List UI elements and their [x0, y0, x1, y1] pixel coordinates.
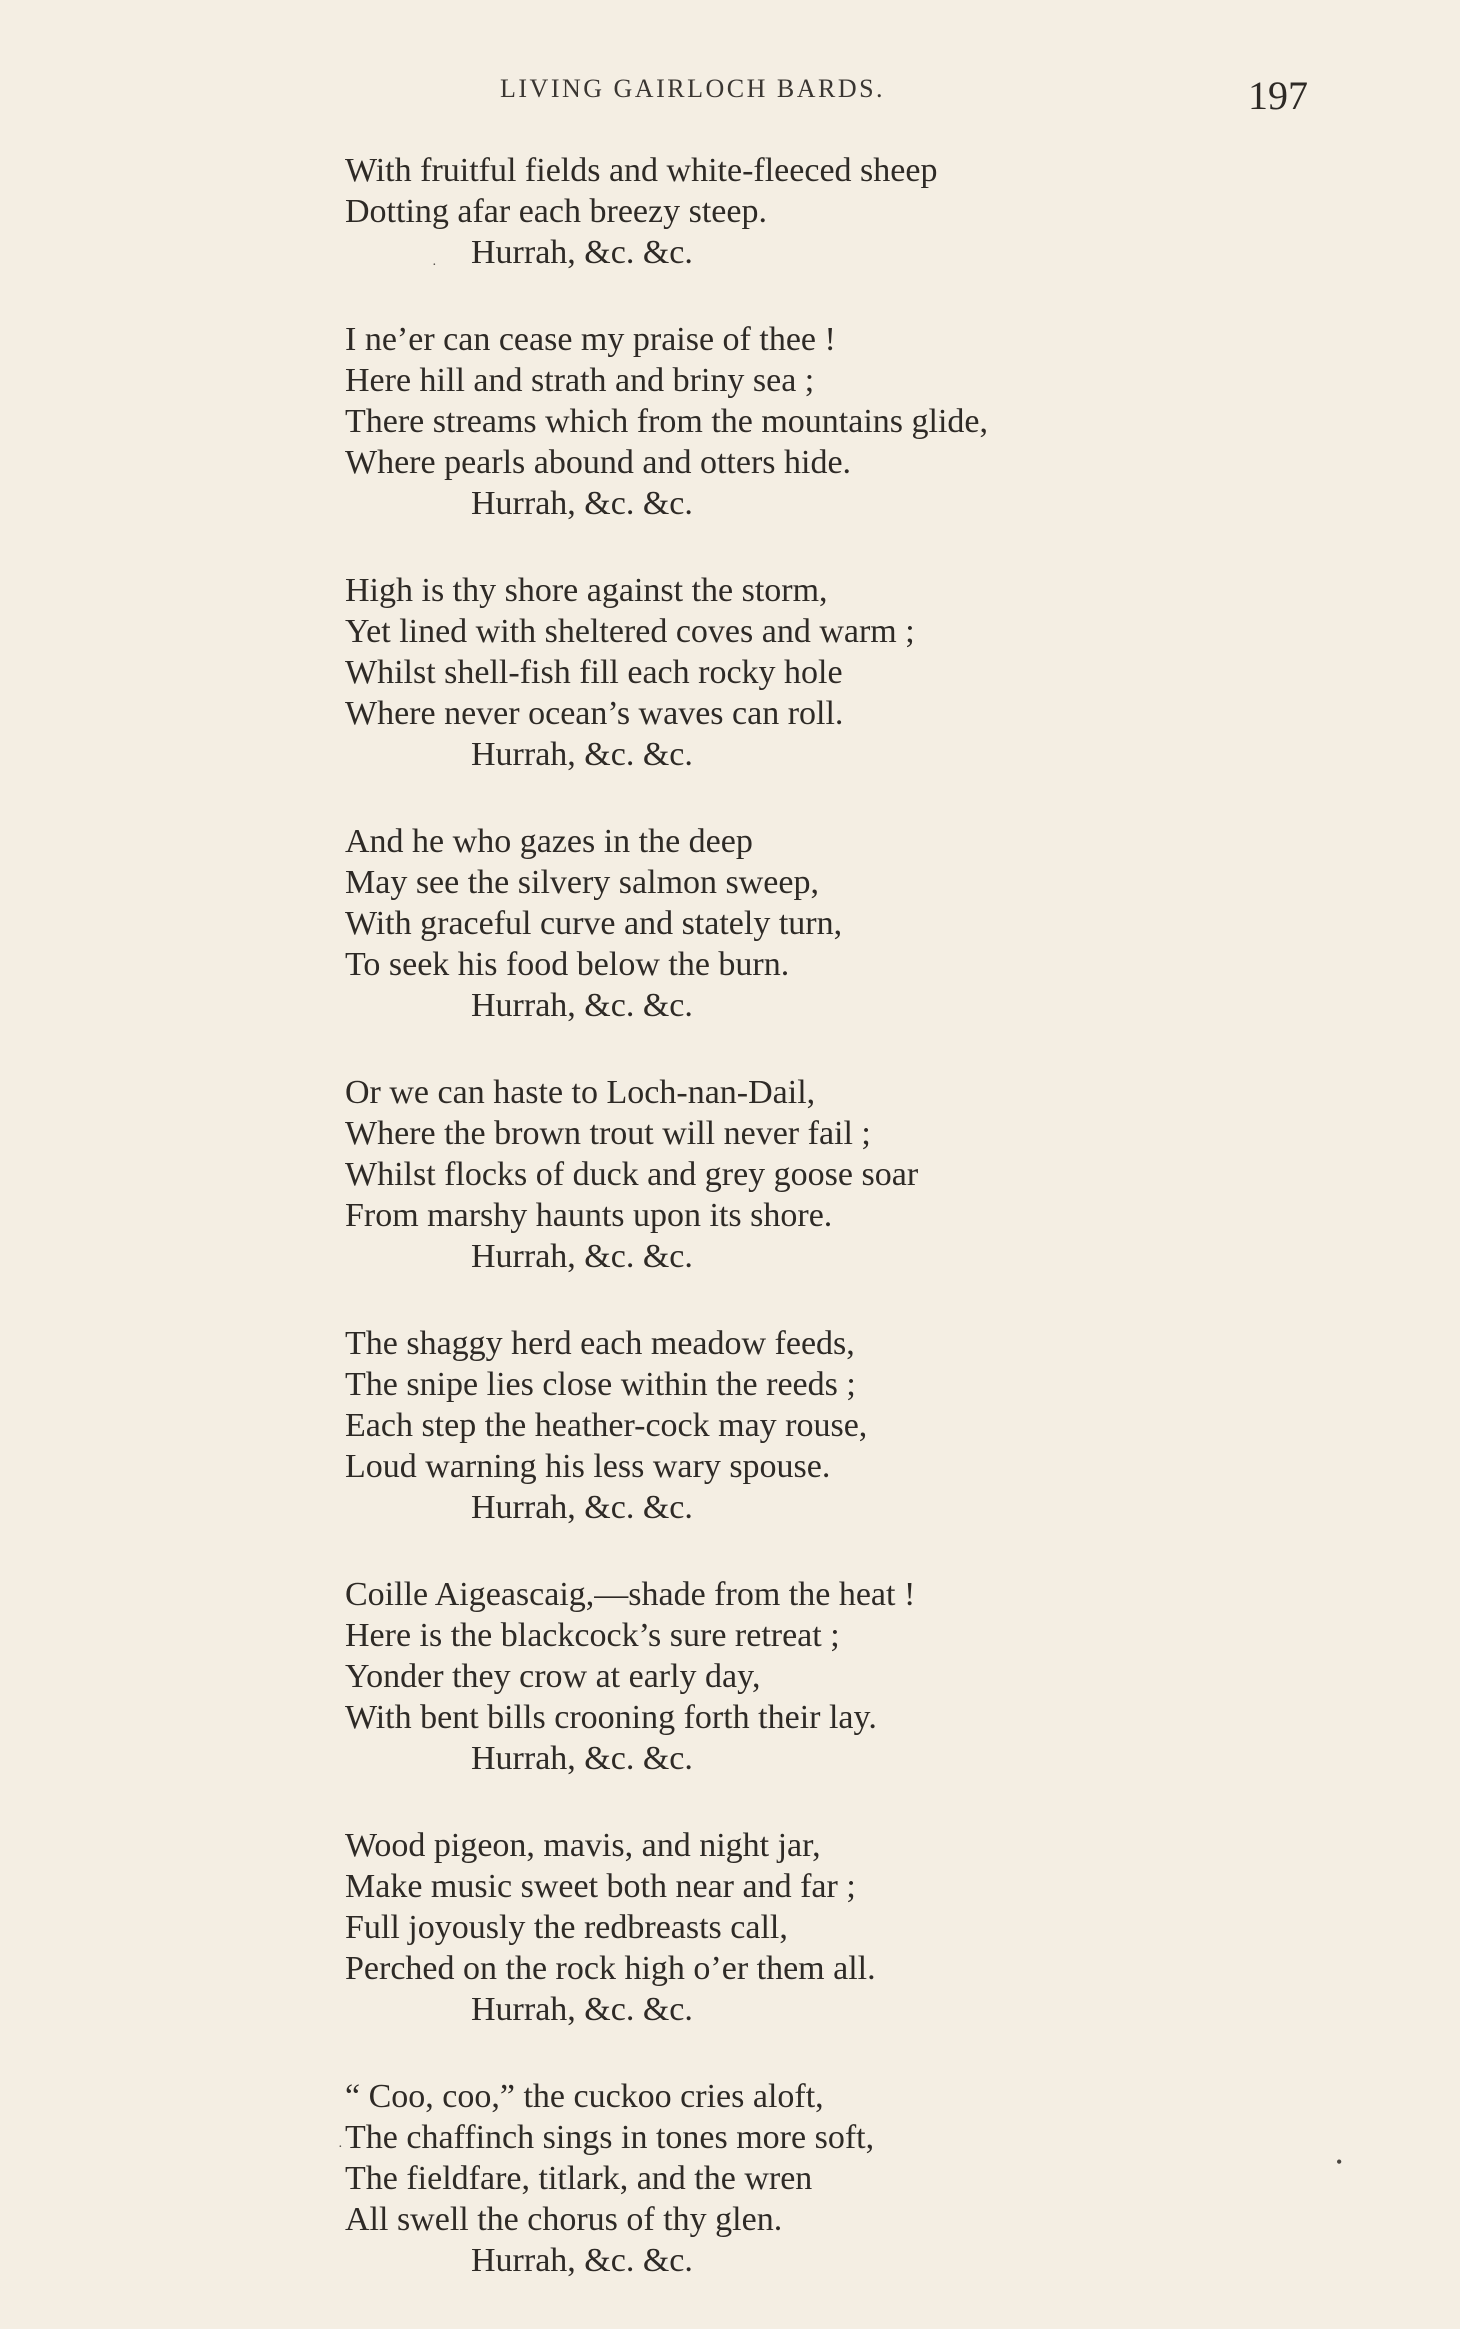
refrain-line: Hurrah, &c. &c. — [471, 1740, 693, 1777]
stanza — [345, 1072, 1345, 1277]
verse-line: Here is the blackcock’s sure retreat ; — [345, 1617, 840, 1654]
verse-line: Here hill and strath and briny sea ; — [345, 362, 815, 399]
verse-line: Whilst flocks of duck and grey goose soar — [345, 1156, 919, 1193]
verse-line: With graceful curve and stately turn, — [345, 905, 843, 942]
stanza — [345, 570, 1345, 775]
verse-line: Or we can haste to Loch-nan-Dail, — [345, 1074, 816, 1111]
verse-line: With bent bills crooning forth their lay. — [345, 1699, 877, 1736]
refrain-line: Hurrah, &c. &c. — [471, 987, 693, 1024]
stanza — [345, 821, 1345, 1026]
stanza — [345, 319, 1345, 524]
verse-line: Full joyously the redbreasts call, — [345, 1909, 788, 1946]
verse-line: There streams which from the mountains glide, — [345, 403, 988, 440]
verse-line: The snipe lies close within the reeds ; — [345, 1366, 856, 1403]
verse-line: All swell the chorus of thy glen. — [345, 2201, 783, 2238]
refrain-line: Hurrah, &c. &c. — [471, 1489, 693, 1526]
verse-line: Whilst shell-fish fill each rocky hole — [345, 654, 843, 691]
print-speck: · — [432, 258, 437, 273]
verse-line: The fieldfare, titlark, and the wren — [345, 2160, 813, 2197]
refrain-line: Hurrah, &c. &c. — [471, 1991, 693, 2028]
verse-line: Yonder they crow at early day, — [345, 1658, 761, 1695]
refrain-line: Hurrah, &c. &c. — [471, 1238, 693, 1275]
stanza — [345, 1574, 1345, 1779]
verse-line: Where never ocean’s waves can roll. — [345, 695, 844, 732]
print-speck: • — [1336, 2152, 1343, 2172]
page-number: 197 — [1248, 73, 1308, 118]
verse-line: To seek his food below the burn. — [345, 946, 790, 983]
verse-line: May see the silvery salmon sweep, — [345, 864, 819, 901]
verse-line: Coille Aigeascaig,—shade from the heat ! — [345, 1576, 916, 1613]
refrain-line: Hurrah, &c. &c. — [471, 736, 693, 773]
verse-line: Where the brown trout will never fail ; — [345, 1115, 871, 1152]
verse-line: Perched on the rock high o’er them all. — [345, 1950, 876, 1987]
stanza — [345, 150, 1345, 273]
verse-line: “ Coo, coo,” the cuckoo cries aloft, — [345, 2078, 824, 2115]
refrain-line: Hurrah, &c. &c. — [471, 234, 693, 271]
refrain-line: Hurrah, &c. &c. — [471, 2242, 693, 2279]
verse-line: High is thy shore against the storm, — [345, 572, 828, 609]
verse-line: And he who gazes in the deep — [345, 823, 753, 860]
verse-line: The shaggy herd each meadow feeds, — [345, 1325, 855, 1362]
verse-line: With fruitful fields and white-fleeced sheep — [345, 152, 938, 189]
verse-line: Each step the heather-cock may rouse, — [345, 1407, 868, 1444]
running-title: LIVING GAIRLOCH BARDS. — [500, 74, 886, 103]
print-speck: · — [338, 2140, 343, 2155]
verse-line: Loud warning his less wary spouse. — [345, 1448, 831, 1485]
verse-line: The chaffinch sings in tones more soft, — [345, 2119, 875, 2156]
verse-line: I ne’er can cease my praise of thee ! — [345, 321, 836, 358]
stanza — [345, 1825, 1345, 2030]
verse-line: From marshy haunts upon its shore. — [345, 1197, 833, 1234]
verse-line: Where pearls abound and otters hide. — [345, 444, 852, 481]
verse-line: Yet lined with sheltered coves and warm ; — [345, 613, 915, 650]
refrain-line: Hurrah, &c. &c. — [471, 485, 693, 522]
verse-line: Wood pigeon, mavis, and night jar, — [345, 1827, 821, 1864]
poem-body — [345, 150, 1345, 2327]
verse-line: Make music sweet both near and far ; — [345, 1868, 856, 1905]
stanza — [345, 1323, 1345, 1528]
verse-line: Dotting afar each breezy steep. — [345, 193, 767, 230]
stanza — [345, 2076, 1345, 2281]
